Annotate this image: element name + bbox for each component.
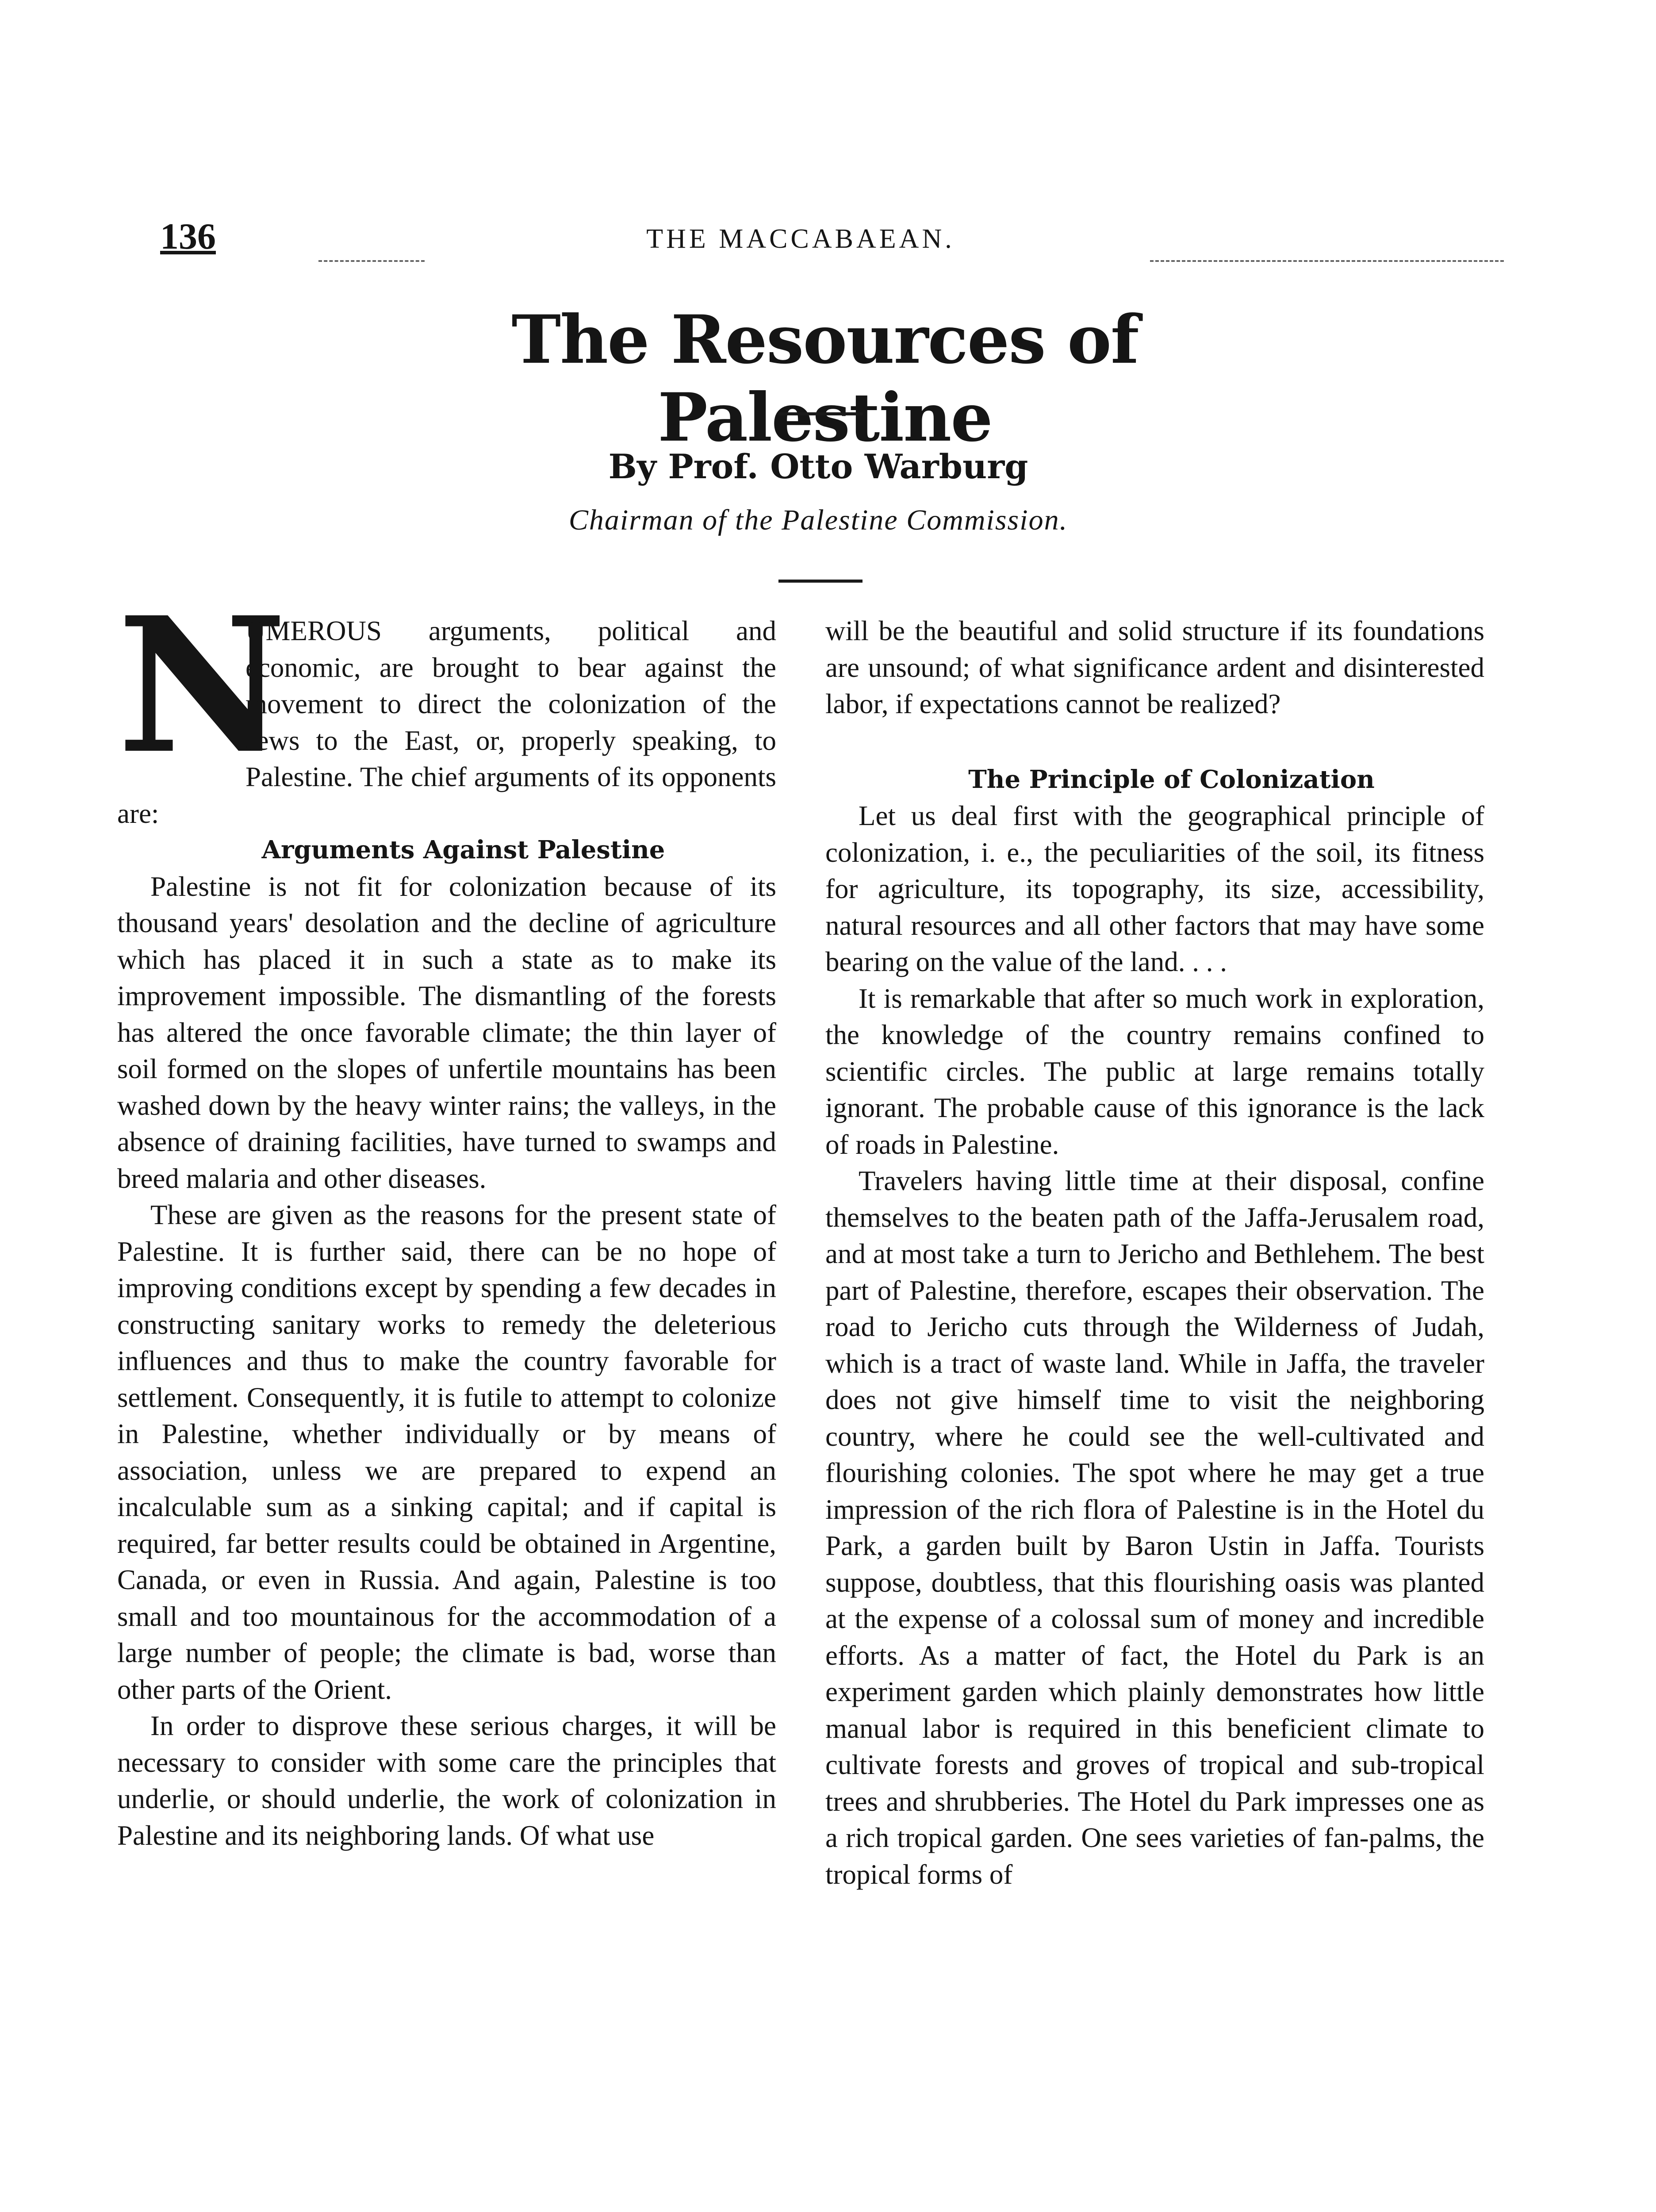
- paragraph: Let us deal first with the geographical principle of colonization, i. e., the peculiarities of the soil, its fitness for agriculture, its topography, its size, accessibility, natural resources and all other factors that may have some bearing on the value of the land. . . .: [825, 800, 1484, 977]
- paragraph: These are given as the reasons for the present state of Palestine. It is further said, there can be no hope of improving conditions except by spending a few decades in constructing sanitary works to remedy the deleterious influences and thus to make the country favorable for settlement. Consequently, it is futile to attempt to colonize in Palestine, whether individually or by means of association, unless we are prepared to expend an incalculable sum as a sinking capital; and if capital is required, far better results could be obtained in Argentine, Canada, or even in Russia. And again, Palestine is too small and too mountainous for the accommodation of a large number of people; the climate is bad, worse than other parts of the Orient.: [117, 1199, 776, 1705]
- drop-cap: N: [117, 577, 287, 795]
- paragraph: It is remarkable that after so much work in exploration, the knowledge of the country remains confined to scientific circles. The public at large remains totally ignorant. The probable cause of this ignorance is the lack of roads in Palestine.: [825, 983, 1484, 1160]
- paragraph-continued: will be the beautiful and solid structure if its foundations are unsound; of what significance ardent and disinterested labor, if expectations cannot be realized?: [825, 615, 1484, 719]
- section-heading-arguments: Arguments Against Palestine: [261, 835, 665, 864]
- author-affiliation: Chairman of the Palestine Commission.: [568, 504, 1068, 536]
- right-column: [825, 613, 1484, 1893]
- article-title: The Resources of Palestine: [511, 301, 1138, 457]
- paragraph: In order to disprove these serious charges, it will be necessary to consider with some care the principles that underlie, or should underlie, the work of colonization in Palestine and its neighboring lands. Of what use: [117, 1710, 776, 1851]
- header-rule-left: [318, 260, 425, 262]
- byline-divider: [778, 580, 862, 583]
- paragraph: Travelers having little time at their disposal, confine themselves to the beaten path of the Jaffa-Jerusalem road, and at most take a turn to Jericho and Bethlehem. The best part of Palestine, therefore, escapes their observation. The road to Jericho cuts through the Wilderness of Judah, which is a tract of waste land. While in Jaffa, the traveler does not give himself time to visit the neighboring country, where he could see the well-cultivated and flourishing colonies. The spot where he may get a true impression of the rich flora of Palestine is in the Hotel du Park, a garden built by Baron Ustin in Jaffa. Tourists suppose, doubtless, that this flourishing oasis was planted at the expense of a colossal sum of money and incredible efforts. As a matter of fact, the Hotel du Park is an experiment garden which plainly demonstrates how little manual labor is required in this beneficient climate to cultivate forests and groves of tropical and sub-tropical trees and shrubberies. The Hotel du Park impresses one as a rich tropical garden. One sees varieties of fan-palms, the tropical forms of: [825, 1165, 1484, 1890]
- left-column: [117, 577, 776, 1854]
- running-head: THE MACCABAEAN.: [646, 224, 955, 254]
- paragraph: Palestine is not fit for colonization because of its thousand years' desolation and the decline of agriculture which has placed it in such a state as to make its improvement impossible. The dismantling of the forests has altered the once favorable climate; the thin layer of soil formed on the slopes of unfertile mountains has been washed down by the heavy winter rains; the valleys, in the absence of draining facilities, have turned to swamps and breed malaria and other diseases.: [117, 871, 776, 1194]
- byline: By Prof. Otto Warburg: [608, 447, 1028, 486]
- intro-paragraph: UMEROUS arguments, political and economic, are brought to bear against the movement to direct the colonization of the Jews to the East, or, properly speaking, to Palestine. The chief arguments of its opponents are:: [117, 615, 776, 829]
- header-rule-right: [1150, 260, 1504, 262]
- page-number: 136: [160, 216, 216, 257]
- title-divider: [778, 412, 862, 415]
- section-heading-principle: The Principle of Colonization: [968, 764, 1375, 794]
